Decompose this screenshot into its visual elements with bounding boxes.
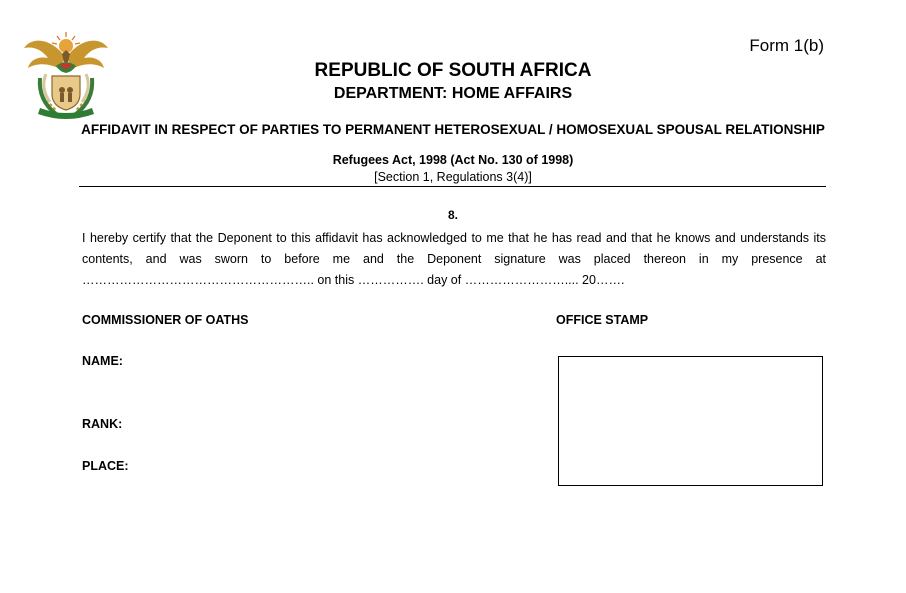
country-title: REPUBLIC OF SOUTH AFRICA: [314, 60, 592, 81]
form-number: Form 1(b): [749, 36, 824, 55]
paragraph-number: 8.: [447, 208, 458, 222]
name-label: NAME:: [82, 354, 123, 368]
office-stamp-label: OFFICE STAMP: [556, 313, 649, 327]
header-divider: [79, 186, 826, 187]
certification-text: I hereby certify that the Deponent to this affidavit has acknowledged to me that he has read and that he knows and understands its contents, and was sworn to before me and the Deponent signature was placed thereon in my presence at ……………………………………………….. on this ……………. day of …………………….... 20…….: [82, 231, 826, 287]
rank-label: RANK:: [82, 417, 123, 431]
office-stamp-box: [558, 356, 823, 486]
commissioner-label: COMMISSIONER OF OATHS: [82, 313, 249, 327]
place-label: PLACE:: [82, 459, 129, 473]
section-reference: [Section 1, Regulations 3(4)]: [374, 170, 532, 184]
act-reference: Refugees Act, 1998 (Act No. 130 of 1998): [332, 153, 574, 167]
affidavit-title: AFFIDAVIT IN RESPECT OF PARTIES TO PERMANENT HETEROSEXUAL / HOMOSEXUAL SPOUSAL RELATIONSHIP: [81, 122, 825, 137]
department-title: DEPARTMENT: HOME AFFAIRS: [333, 85, 573, 102]
